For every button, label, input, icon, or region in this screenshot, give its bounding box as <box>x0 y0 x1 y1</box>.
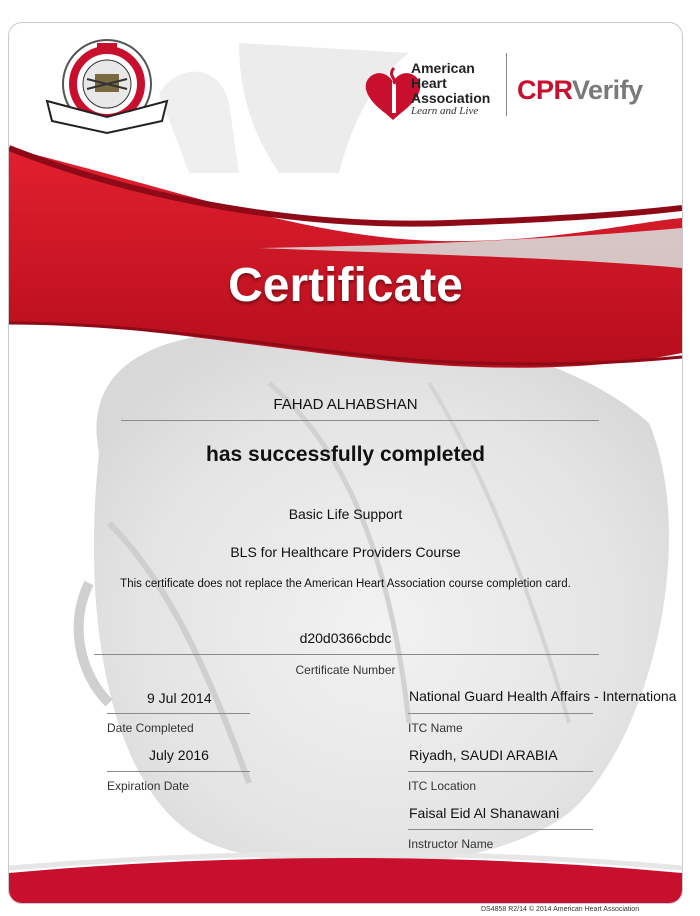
footer-code: DS4858 R2/14 © 2014 American Heart Association <box>481 906 640 913</box>
itc-name-value: National Guard Health Affairs - Internationa <box>409 688 677 704</box>
course-line-2: BLS for Healthcare Providers Course <box>230 544 461 560</box>
itc-name-line <box>408 713 593 714</box>
expiration-date-value: July 2016 <box>149 747 209 763</box>
verify-text: Verify <box>572 75 643 105</box>
itc-location-label: ITC Location <box>408 779 477 793</box>
aha-name <box>411 61 490 106</box>
certificate-number-label: Certificate Number <box>295 663 396 677</box>
instructor-name-value: Faisal Eid Al Shanawani <box>409 805 560 821</box>
expiration-date-line <box>107 771 250 772</box>
completed-heading: has successfully completed <box>206 443 485 466</box>
aha-name-line3: Association <box>411 90 491 106</box>
certificate-number: d20d0366cbdc <box>299 630 392 646</box>
cpr-text: CPR <box>517 75 573 105</box>
certificate-frame <box>8 22 683 904</box>
logo-divider <box>506 53 507 116</box>
instructor-name-label: Instructor Name <box>408 837 494 851</box>
name-underline <box>121 420 599 421</box>
itc-name-label: ITC Name <box>408 721 463 735</box>
date-completed-value: 9 Jul 2014 <box>147 690 212 706</box>
expiration-date-label: Expiration Date <box>107 779 190 793</box>
ministry-seal-logo <box>37 29 177 149</box>
aha-tagline: Learn and Live <box>411 105 479 117</box>
aha-name-line2: Heart <box>411 75 447 91</box>
itc-location-value: Riyadh, SAUDI ARABIA <box>409 747 558 763</box>
certificate-title: Certificate <box>228 259 463 312</box>
date-completed-line <box>107 713 250 714</box>
recipient-name: FAHAD ALHABSHAN <box>273 396 418 413</box>
disclaimer-text: This certificate does not replace the American Heart Association course completion card. <box>120 578 571 590</box>
itc-location-line <box>408 771 593 772</box>
date-completed-label: Date Completed <box>107 721 194 735</box>
instructor-name-line <box>408 829 593 830</box>
course-line-1: Basic Life Support <box>288 506 403 522</box>
certificate-number-line <box>94 654 599 655</box>
aha-name-line1: American <box>411 60 475 76</box>
cpr-verify-logo <box>517 75 643 106</box>
